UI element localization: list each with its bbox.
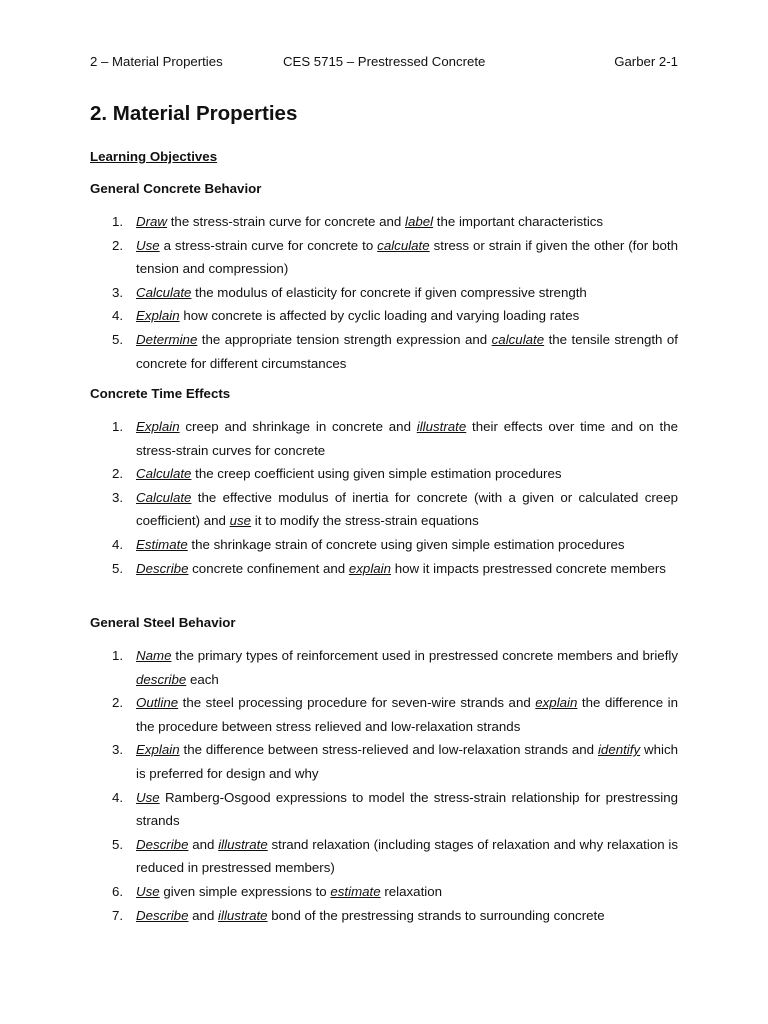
objective-item [90, 304, 678, 328]
section-heading-concrete-behavior: General Concrete Behavior [90, 181, 262, 196]
action-verb: Use [136, 789, 160, 805]
action-verb: describe [136, 671, 187, 687]
action-verb: Explain [136, 308, 180, 324]
action-verb: Calculate [136, 489, 192, 505]
objective-item [90, 486, 678, 533]
objective-item [90, 738, 678, 785]
objective-text: their effects over time and on the stress-strain curves for concrete [136, 419, 678, 458]
objective-item [90, 833, 678, 880]
header-chapter: 2 – Material Properties [90, 54, 223, 69]
list-number: 5. [112, 331, 124, 347]
list-number: 1. [112, 214, 124, 229]
action-verb: estimate [330, 883, 381, 899]
objective-text: the steel processing procedure for seven-wire strands and [178, 695, 536, 711]
objective-list-time-effects [90, 415, 678, 580]
objective-list-concrete-behavior [90, 210, 678, 375]
page-title: 2. Material Properties [90, 102, 298, 125]
objective-item [90, 533, 678, 557]
objective-text: the difference between stress-relieved and low-relaxation strands and [179, 742, 598, 758]
objective-text: the shrinkage strain of concrete using given simple estimation procedures [187, 536, 625, 552]
objective-text: the primary types of reinforcement used in prestressed concrete members and briefly [171, 648, 678, 663]
action-verb: illustrate [218, 836, 268, 852]
action-verb: Use [136, 883, 160, 899]
action-verb: Estimate [136, 536, 188, 552]
action-verb: Explain [136, 742, 180, 758]
objective-text: bond of the prestressing strands to surrounding concrete [267, 907, 605, 923]
objective-text: which is preferred for design and why [136, 742, 678, 781]
action-verb: Use [136, 237, 160, 253]
objective-text: it to modify the stress-strain equations [251, 513, 479, 529]
objective-text: stress or strain if given the other (for both tension and compression) [136, 237, 678, 277]
objective-item [90, 210, 678, 234]
list-number: 2. [112, 695, 124, 711]
objective-item [90, 415, 678, 462]
list-number: 7. [112, 907, 124, 923]
section-heading-steel-behavior: General Steel Behavior [90, 615, 236, 630]
objective-item [90, 904, 678, 928]
objective-list-steel-behavior [90, 644, 678, 927]
objective-text: the effective modulus of inertia for concrete (with a given or calculated creep coefficient) and [136, 489, 678, 529]
action-verb: identify [597, 742, 641, 758]
action-verb: explain [348, 560, 392, 576]
objective-text: a stress-strain curve for concrete to [159, 237, 378, 253]
action-verb: Describe [136, 907, 189, 923]
action-verb: Describe [136, 836, 189, 852]
list-number: 4. [112, 308, 124, 324]
action-verb: use [229, 513, 252, 529]
list-number: 1. [112, 419, 124, 434]
objective-text: how concrete is affected by cyclic loading and varying loading rates [179, 308, 580, 324]
objective-text: the appropriate tension strength expression and [197, 331, 492, 347]
list-number: 2. [112, 466, 124, 482]
objective-item [90, 644, 678, 691]
section-heading-time-effects: Concrete Time Effects [90, 386, 231, 401]
action-verb: calculate [491, 331, 545, 347]
objective-item [90, 880, 678, 904]
objective-text: the stress-strain curve for concrete and [167, 214, 405, 229]
objective-text: relaxation [380, 883, 443, 899]
action-verb: illustrate [416, 419, 467, 434]
objective-text: concrete confinement and [188, 560, 349, 576]
action-verb: Draw [136, 214, 168, 229]
list-number: 2. [112, 237, 124, 253]
list-number: 5. [112, 836, 124, 852]
objective-item [90, 328, 678, 375]
list-number: 3. [112, 284, 124, 300]
page-header [90, 54, 678, 74]
objective-item [90, 462, 678, 486]
objective-text: the important characteristics [433, 214, 604, 229]
objective-text: the creep coefficient using given simple estimation procedures [191, 466, 562, 482]
objective-item [90, 281, 678, 305]
objective-text: the difference in the procedure between stress relieved and low-relaxation strands [136, 695, 678, 734]
action-verb: explain [535, 695, 578, 711]
action-verb: Name [136, 648, 172, 663]
objective-text: the tensile strength of concrete for different circumstances [136, 331, 678, 371]
objective-text: and [188, 836, 219, 852]
list-number: 3. [112, 489, 124, 505]
learning-objectives-heading: Learning Objectives [90, 149, 218, 164]
action-verb: label [405, 214, 434, 229]
action-verb: Calculate [136, 284, 192, 300]
objective-item [90, 691, 678, 738]
header-course: CES 5715 – Prestressed Concrete [283, 54, 486, 69]
action-verb: Explain [136, 419, 180, 434]
objective-text: Ramberg-Osgood expressions to model the stress-strain relationship for prestressing strands [136, 789, 678, 829]
action-verb: Determine [136, 331, 198, 347]
list-number: 6. [112, 883, 124, 899]
list-number: 4. [112, 536, 124, 552]
objective-text: creep and shrinkage in concrete and [179, 419, 417, 434]
objective-text: each [186, 671, 219, 687]
action-verb: Calculate [136, 466, 192, 482]
action-verb: calculate [377, 237, 430, 253]
list-number: 4. [112, 789, 124, 805]
header-page-number: Garber 2-1 [614, 54, 678, 69]
list-number: 3. [112, 742, 124, 758]
list-number: 1. [112, 648, 124, 663]
action-verb: illustrate [218, 907, 268, 923]
objective-text: and [188, 907, 219, 923]
objective-item [90, 557, 678, 581]
list-number: 5. [112, 560, 124, 576]
objective-item [90, 234, 678, 281]
action-verb: Outline [136, 695, 179, 711]
objective-item [90, 786, 678, 833]
objective-text: strand relaxation (including stages of relaxation and why relaxation is reduced in prestressed members) [136, 836, 678, 876]
action-verb: Describe [136, 560, 189, 576]
objective-text: the modulus of elasticity for concrete if given compressive strength [191, 284, 587, 300]
objective-text: given simple expressions to [159, 883, 331, 899]
objective-text: how it impacts prestressed concrete members [391, 560, 666, 576]
